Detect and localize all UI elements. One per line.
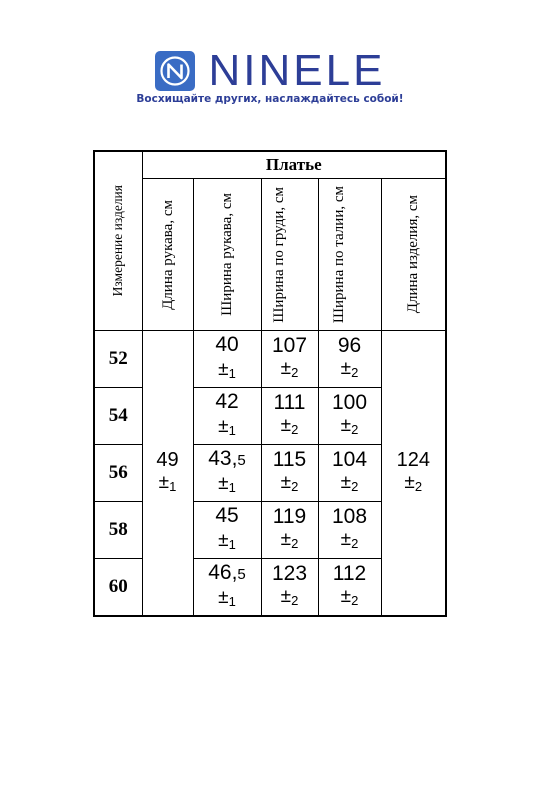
corner-header-label: Измерение изделия [110,185,126,297]
product-length-cell: 124 $\pm_2$ [381,331,446,616]
column-header-sleeve-width: Ширина рукава, см [193,179,261,331]
brand-header [0,46,540,96]
sleeve-width-cell: 45 $\pm_1$ [193,502,261,559]
size-cell: 56 [94,445,142,502]
sleeve-width-cell: 40 $\pm_1$ [193,331,261,388]
sleeve-width-cell: 46,5 $\pm_1$ [193,559,261,616]
chest-width-cell: 119 $\pm_2$ [261,502,318,559]
column-header-chest-width: Ширина по груди, см [261,179,318,331]
size-cell: 52 [94,331,142,388]
garment-header: Платье [142,151,446,179]
ninele-logo-icon [155,51,195,91]
size-cell: 60 [94,559,142,616]
sleeve-width-cell: 43,5 $\pm_1$ [193,445,261,502]
waist-width-cell: 104 $\pm_2$ [318,445,381,502]
size-cell: 54 [94,388,142,445]
chest-width-cell: 107 $\pm_2$ [261,331,318,388]
chest-width-cell: 123 $\pm_2$ [261,559,318,616]
size-chart-table [93,150,447,617]
size-cell: 58 [94,502,142,559]
sleeve-length-cell: 49 $\pm_1$ [142,331,193,616]
chest-width-cell: 115 $\pm_2$ [261,445,318,502]
brand-name: NINELE [208,46,386,95]
brand-tagline: Восхищайте других, наслаждайтесь собой! [136,93,404,105]
column-header-sleeve-length: Длина рукава, см [142,179,193,331]
table-row [94,331,446,388]
column-header-product-length: Длина изделия, см [381,179,446,331]
waist-width-cell: 112 $\pm_2$ [318,559,381,616]
waist-width-cell: 108 $\pm_2$ [318,502,381,559]
corner-header-cell [94,151,142,331]
sleeve-width-cell: 42 $\pm_1$ [193,388,261,445]
waist-width-cell: 96 $\pm_2$ [318,331,381,388]
chest-width-cell: 111 $\pm_2$ [261,388,318,445]
column-header-waist-width: Ширина по талии, см [318,179,381,331]
waist-width-cell: 100 $\pm_2$ [318,388,381,445]
